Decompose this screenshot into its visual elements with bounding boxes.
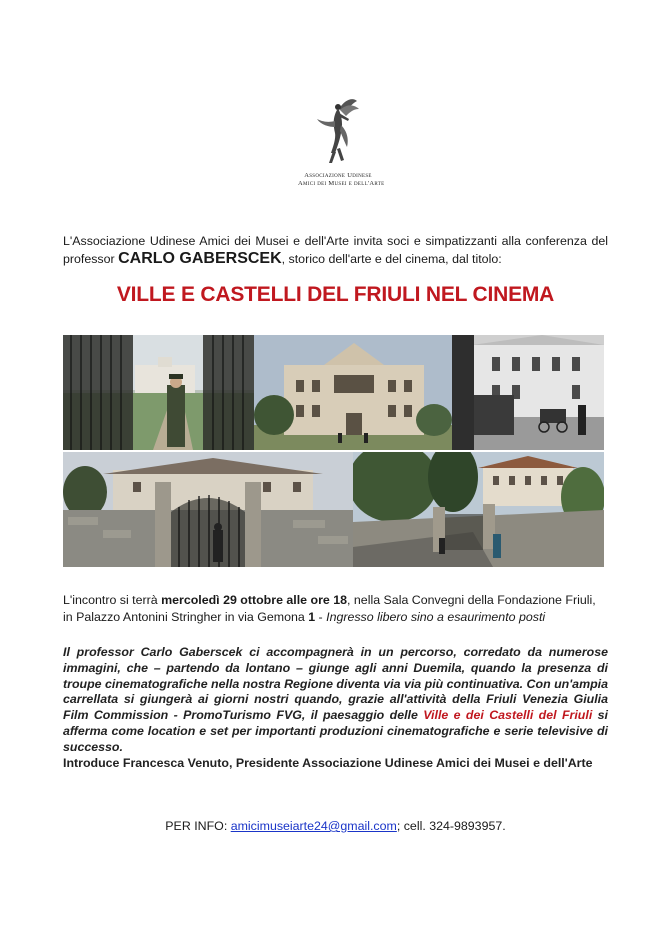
logo-line-1: Associazione Udinese bbox=[304, 172, 372, 179]
info-text-3: - bbox=[315, 610, 327, 624]
description-paragraph bbox=[63, 645, 608, 756]
entry-note: Ingresso libero sino a esaurimento posti bbox=[326, 610, 546, 624]
description-highlight: Ville e dei Castelli del Friuli bbox=[423, 708, 593, 723]
contact-email-link[interactable]: amicimuseiarte24@gmail.com bbox=[230, 819, 397, 833]
address-number: 1 bbox=[308, 610, 316, 624]
contact-phone: ; cell. 324-9893957. bbox=[396, 819, 506, 833]
description-text-before: Il professor Carlo Gaberscek ci accompagnerà in un percorso, corredato da numerose immagini, che – partendo da lontano – giunge agli anni Duemila, quando la presenza di troupe cinematografiche nella nostra Regione diventa via via più continuativa. Con un'ampia carrellata si giungerà ai giorni nostri quando, grazie all'attività della Friuli Venezia Giulia Film Commission - PromoTurismo FVG, il paesaggio delle bbox=[63, 645, 608, 723]
event-title: VILLE E CASTELLI DEL FRIULI NEL CINEMA bbox=[116, 283, 555, 306]
info-text-2: , nella Sala Convegni della Fondazione Friuli, in Palazzo Antonini Stringher in via Gemona bbox=[63, 593, 596, 624]
intro-text-after: , storico dell'arte e del cinema, dal titolo: bbox=[281, 252, 502, 266]
photo-villa-gate-soldier bbox=[63, 335, 254, 450]
intro-paragraph bbox=[63, 233, 608, 268]
logo-line-2: Amici dei Musei e dell'Arte bbox=[298, 180, 385, 187]
intro-text-before: L'Associazione Udinese Amici dei Musei e dell'Arte invita soci e simpatizzanti alla conferenza del professor bbox=[63, 234, 608, 266]
introducer-line: Introduce Francesca Venuto, Presidente Associazione Udinese Amici dei Musei e dell'Arte bbox=[63, 756, 593, 770]
description-text-after: si afferma come location e set per importanti produzioni cinematografiche e serie televisive di successo. bbox=[63, 708, 608, 754]
speaker-name: CARLO GABERSCEK bbox=[118, 250, 282, 267]
photo-villa-facade bbox=[254, 335, 452, 450]
photo-villa-stone-gate bbox=[63, 452, 353, 567]
contact-line bbox=[63, 819, 608, 833]
photo-villa-street-wall bbox=[353, 452, 604, 567]
info-text-1: L'incontro si terrà bbox=[63, 593, 162, 607]
event-date-time: mercoledì 29 ottobre alle ore 18 bbox=[161, 593, 348, 607]
photo-villa-carriage bbox=[452, 335, 604, 450]
contact-label: PER INFO: bbox=[165, 819, 231, 833]
event-info bbox=[63, 592, 608, 626]
angel-figure-icon bbox=[313, 95, 363, 167]
association-logo bbox=[298, 95, 385, 187]
